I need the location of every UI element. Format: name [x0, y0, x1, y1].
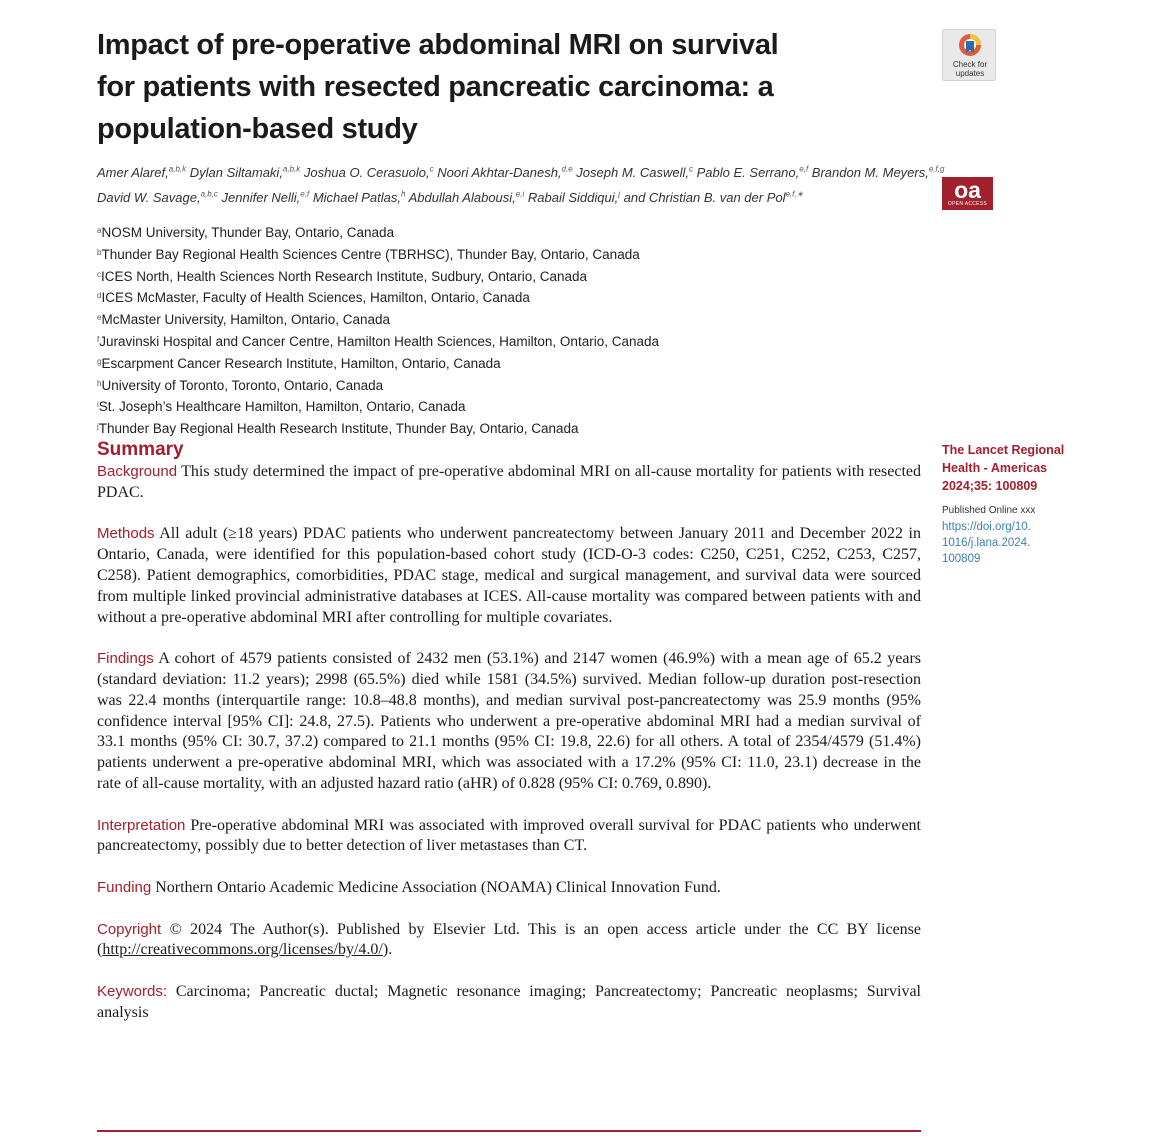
methods-section	[97, 524, 921, 628]
section-label: Background	[97, 463, 178, 480]
published-online: Published Online xxx	[942, 505, 1036, 516]
affiliation: $^c$ICES North, Health Sciences North Research Institute, Sudbury, Ontario, Canada	[97, 268, 587, 284]
section-label: Keywords:	[97, 982, 168, 1000]
affiliation: $^d$ICES McMaster, Faculty of Health Sciences, Hamilton, Ontario, Canada	[97, 290, 530, 306]
author[interactable]: Noori Akhtar-Danesh,$^{d,e}$	[437, 165, 573, 181]
open-access-label: OPEN ACCESS	[947, 201, 988, 207]
copyright-section: Copyright © 2024 The Author(s). Published by Elsevier Ltd. This is an open access article under the CC BY license (http://creativecommons.org/licenses/by/4.0/).	[97, 920, 922, 959]
abstract	[97, 462, 921, 1044]
author-line-1	[97, 159, 945, 183]
title-line: for patients with resected pancreatic carcinoma: a	[97, 71, 774, 103]
affiliation: $^a$NOSM University, Thunder Bay, Ontario, Canada	[97, 225, 395, 240]
section-label: Copyright	[97, 920, 162, 938]
check-updates-icon	[958, 33, 982, 59]
article-title	[97, 24, 837, 150]
oa-logo: oa	[954, 177, 981, 203]
affiliation: $^g$Escarpment Cancer Research Institute, Hamilton, Ontario, Canada	[97, 355, 501, 371]
author[interactable]: Pablo E. Serrano,$^{e,f}$	[696, 165, 809, 181]
check-for-updates-badge[interactable]	[942, 29, 996, 81]
affiliation: $^i$St. Joseph’s Healthcare Hamilton, Hamilton, Ontario, Canada	[97, 399, 466, 415]
journal-citation: The Lancet Regional Health - Americas 2024;35: 100809	[942, 443, 1065, 493]
findings-section	[97, 649, 921, 795]
open-access-badge	[942, 177, 993, 210]
author[interactable]: David W. Savage,$^{a,b,c}$	[97, 189, 218, 205]
footer-divider	[97, 1130, 921, 1132]
author[interactable]: Michael Patlas,$^h$	[312, 189, 406, 205]
author[interactable]: Joshua O. Cerasuolo,$^c$	[303, 165, 434, 181]
affiliation: $^h$University of Toronto, Toronto, Ontario, Canada	[97, 377, 384, 393]
author[interactable]: Brandon M. Meyers,$^{e,f,g}$	[811, 165, 945, 181]
title-line: Impact of pre-operative abdominal MRI on survival	[97, 29, 779, 61]
author[interactable]: and Christian B. van der Pol$^{e,f,∗}$	[623, 189, 804, 205]
doi-link[interactable]: https://doi.org/10. 1016/j.lana.2024. 100809	[942, 521, 1031, 565]
affiliation: $^e$McMaster University, Hamilton, Ontario, Canada	[97, 312, 391, 328]
section-label: Findings	[97, 650, 154, 668]
section-text: © 2024 The Author(s). Published by Elsevier Ltd. This is an open access article under the CC BY license (	[97, 920, 922, 959]
title-line: population-based study	[97, 113, 418, 145]
affiliation: $^j$Thunder Bay Regional Health Research Institute, Thunder Bay, Ontario, Canada	[97, 421, 579, 437]
section-label: Methods	[97, 525, 155, 543]
author[interactable]: Jennifer Nelli,$^{e,f}$	[221, 189, 310, 205]
article-sidebar	[942, 441, 1072, 567]
summary-heading: Summary	[97, 439, 184, 460]
section-label: Interpretation	[97, 816, 186, 834]
keywords-text: Carcinoma; Pancreatic ductal; Magnetic resonance imaging; Pancreatectomy; Pancreatic neoplasms; Survival analysis	[97, 982, 921, 1021]
license-link[interactable]: http://creativecommons.org/licenses/by/4.0/	[102, 941, 383, 959]
author[interactable]: Dylan Siltamaki,$^{a,b,k}$	[189, 165, 301, 181]
section-text: This study determined the impact of pre-operative abdominal MRI on all-cause mortality for patients with resected PDAC.	[97, 463, 922, 501]
affiliation: $^b$Thunder Bay Regional Health Sciences Centre (TBRHSC), Thunder Bay, Ontario, Canada	[97, 246, 640, 262]
author-list	[97, 159, 945, 208]
affiliation-list	[97, 221, 797, 439]
funding-section	[97, 878, 921, 899]
author-line-2	[97, 183, 917, 207]
check-updates-label: Check for updates	[952, 60, 988, 78]
background-section	[97, 462, 921, 504]
interpretation-section	[97, 816, 921, 858]
keywords-section	[97, 982, 921, 1024]
author[interactable]: Rabail Siddiqui,$^j$	[527, 189, 620, 205]
section-text: A cohort of 4579 patients consisted of 2432 men (53.1%) and 2147 women (46.9%) with a mean age of 65.2 years (standard deviation: 11.2 years); 2998 (65.5%) died while 1581 (34.5%) survived. Median follow-up duration post-resection was 22.4 months (interquartile range: 10.8–48.8 months), and median survival post-pancreatectomy was 25.9 months (95% confidence interval [95% CI]: 24.8, 27.5). Patients who underwent a pre-operative abdominal MRI had a median survival of 33.1 months (95% CI: 30.7, 37.2) compared to 21.1 months (95% CI: 19.8, 22.6) for all others. A total of 2354/4579 (51.4%) patients underwent a pre-operative abdominal MRI, which was associated with a 17.2% (95% CI: 11.0, 23.1) decrease in the rate of all-cause mortality, with an adjusted hazard ratio (aHR) of 0.828 (95% CI: 0.769, 0.890).	[97, 650, 922, 792]
affiliation: $^f$Juravinski Hospital and Cancer Centre, Hamilton Health Sciences, Hamilton, Ontario, Canada	[97, 333, 659, 349]
section-text: Pre-operative abdominal MRI was associated with improved overall survival for PDAC patients who underwent pancreatectomy, possibly due to better detection of liver metastases than CT.	[97, 816, 922, 855]
author[interactable]: Amer Alaref,$^{a,b,k}$	[97, 165, 187, 181]
section-text: All adult (≥18 years) PDAC patients who underwent pancreatectomy between January 2011 and December 2022 in Ontario, Canada, were identified for this population-based cohort study (ICD-O-3 codes: C250, C251, C252, C253, C257, C258). Patient demographics, comorbidities, PDAC stage, medical and surgical management, and survival data were sourced from multiple linked provincial administrative databases at ICES. All-cause mortality was compared between patients with and without a pre-operative abdominal MRI after controlling for multiple covariates.	[97, 525, 922, 626]
section-label: Funding	[97, 878, 152, 896]
author[interactable]: Joseph M. Caswell,$^c$	[576, 165, 694, 181]
author[interactable]: Abdullah Alabousi,$^{e,i}$	[408, 189, 525, 205]
section-text: Northern Ontario Academic Medicine Association (NOAMA) Clinical Innovation Fund.	[155, 878, 721, 896]
